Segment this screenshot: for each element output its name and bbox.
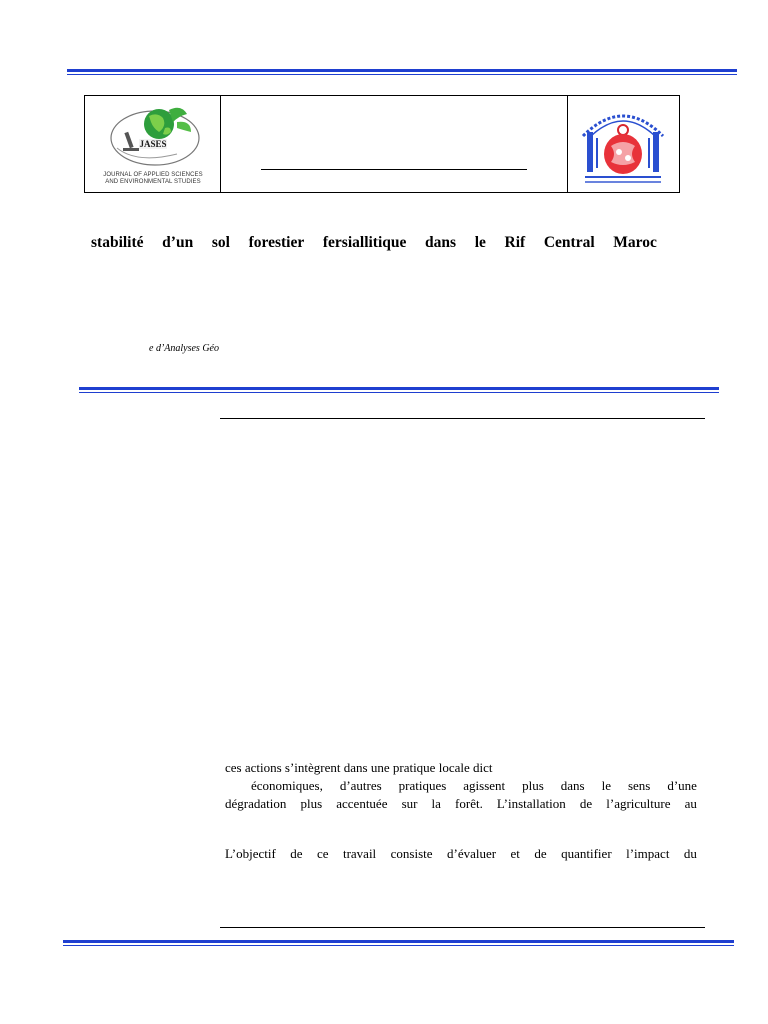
- body-word: de: [579, 796, 593, 811]
- body-word: l’impact: [626, 846, 670, 861]
- body-word: de: [290, 846, 303, 861]
- body-word: ce: [316, 846, 329, 861]
- university-emblem-icon: [573, 102, 673, 186]
- journal-name-line2: AND ENVIRONMENTAL STUDIES: [105, 179, 201, 185]
- body-word: sur: [401, 796, 418, 811]
- body-word: dans: [560, 778, 585, 793]
- body-word: pratiques: [398, 778, 447, 793]
- header-title-cell: [221, 96, 568, 192]
- objective-paragraph: [225, 845, 697, 863]
- body-word: dégradation: [225, 796, 287, 811]
- journal-header-table: [84, 95, 680, 193]
- body-word: l’agriculture: [606, 796, 671, 811]
- body-word: d’une: [667, 778, 697, 793]
- body-word: de: [534, 846, 547, 861]
- author-affiliation: e d’Analyses Géo: [149, 343, 219, 354]
- body-word: la: [431, 796, 441, 811]
- body-line-2: [225, 777, 697, 795]
- body-word: d’évaluer: [446, 846, 497, 861]
- journal-logo-cell: [85, 96, 221, 192]
- body-word: accentuée: [336, 796, 388, 811]
- title-word: fersiallitique: [322, 234, 407, 251]
- bottom-double-rule: [63, 940, 734, 946]
- body-word: économiques,: [251, 778, 323, 793]
- abstract-bottom-rule: [220, 927, 705, 928]
- header-underline: [261, 169, 527, 170]
- body-paragraph: [225, 759, 697, 813]
- body-word: travail: [342, 846, 377, 861]
- university-logo-cell: [568, 96, 679, 192]
- title-word: d’un: [162, 234, 194, 251]
- body-word: L’installation: [496, 796, 566, 811]
- body-word: plus: [300, 796, 323, 811]
- journal-name-line1: JOURNAL OF APPLIED SCIENCES: [103, 172, 203, 178]
- body-word: forêt.: [455, 796, 483, 811]
- body-line-1: ces actions s’intègrent dans une pratique locale dict: [225, 760, 493, 775]
- body-word: d’autres: [339, 778, 382, 793]
- body-word: sens: [627, 778, 651, 793]
- title-word: dans: [425, 234, 457, 251]
- body-line-3: [225, 795, 697, 813]
- body-line-4: [225, 845, 697, 863]
- article-title: [91, 234, 657, 252]
- title-word: sol: [211, 234, 230, 251]
- body-word: du: [683, 846, 697, 861]
- body-word: le: [601, 778, 611, 793]
- jases-logo-text: JASES: [139, 139, 167, 149]
- body-word: plus: [522, 778, 544, 793]
- title-word: le: [474, 234, 486, 251]
- title-word: Maroc: [613, 234, 657, 251]
- title-word: Central: [543, 234, 595, 251]
- title-separator-double-rule: [79, 387, 719, 393]
- top-double-rule: [67, 69, 737, 75]
- body-word: L’objectif: [225, 846, 276, 861]
- title-word: stabilité: [91, 234, 144, 251]
- title-word: Rif: [504, 234, 526, 251]
- body-word: agissent: [463, 778, 506, 793]
- abstract-top-rule: [220, 418, 705, 419]
- body-word: au: [684, 796, 697, 811]
- body-word: et: [510, 846, 520, 861]
- title-word: forestier: [248, 234, 305, 251]
- journal-name: [93, 172, 213, 186]
- body-word: quantifier: [561, 846, 612, 861]
- body-word: consiste: [390, 846, 433, 861]
- jases-logo-icon: [107, 102, 203, 168]
